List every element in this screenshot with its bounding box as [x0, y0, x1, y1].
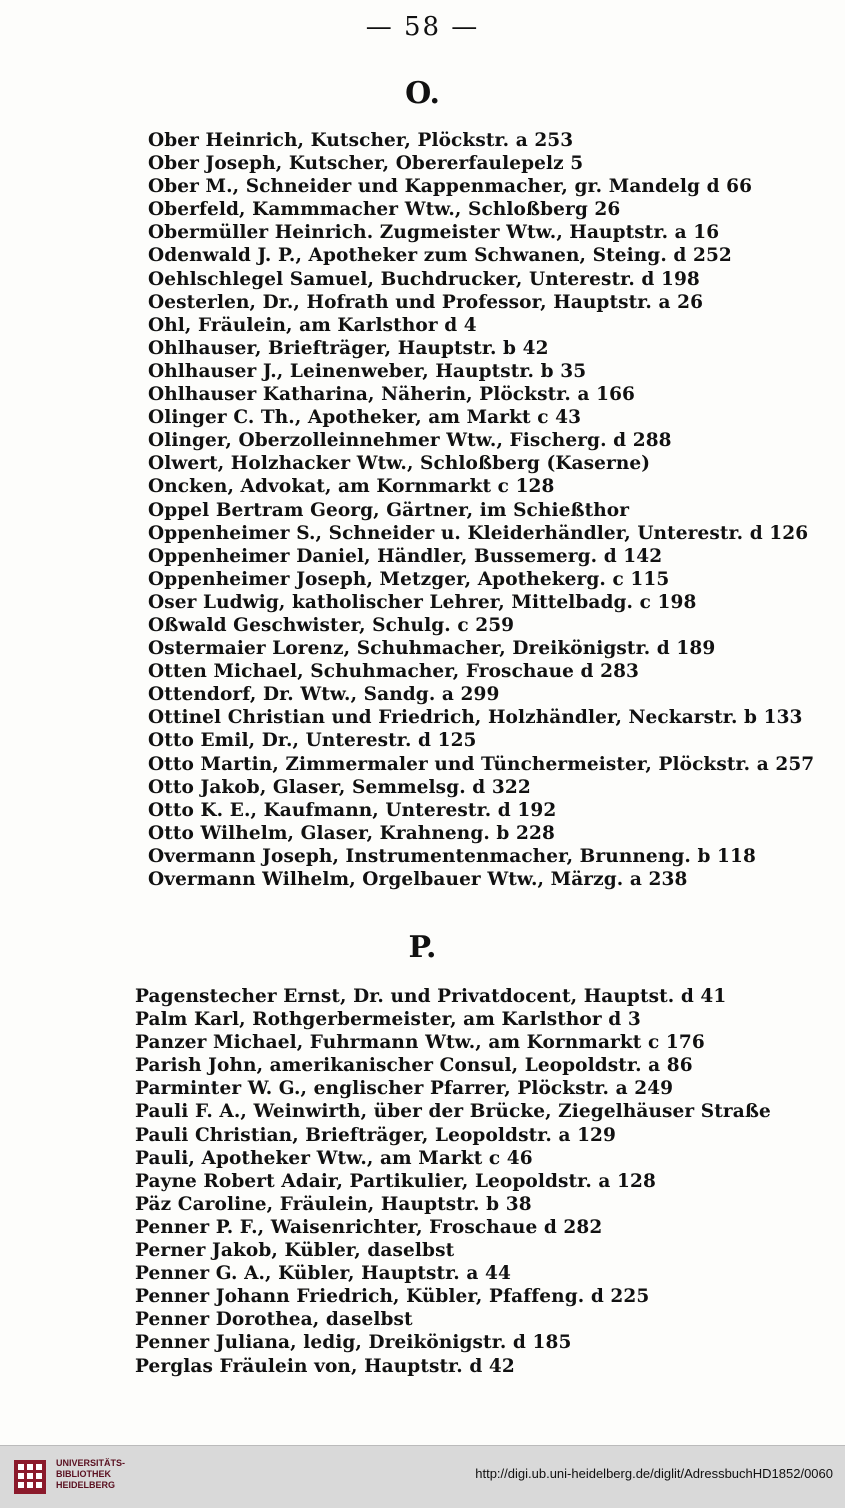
directory-entry: Ohlhauser J., Leinenweber, Hauptstr. b 35	[148, 360, 587, 382]
directory-entry: Olinger C. Th., Apotheker, am Markt c 43	[148, 407, 582, 429]
directory-entry: Payne Robert Adair, Partikulier, Leopoldstr. a 128	[135, 1170, 656, 1192]
directory-entry: Oehlschlegel Samuel, Buchdrucker, Unterestr. d 198	[148, 268, 700, 290]
directory-entry: Ober Heinrich, Kutscher, Plöckstr. a 253	[148, 130, 574, 151]
directory-entry: Ohl, Fräulein, am Karlsthor d 4	[148, 314, 477, 336]
directory-entry: Palm Karl, Rothgerbermeister, am Karlsthor d 3	[135, 1009, 641, 1031]
directory-entry: Ostermaier Lorenz, Schuhmacher, Dreikönigstr. d 189	[148, 638, 716, 660]
directory-entry: Oesterlen, Dr., Hofrath und Professor, Hauptstr. a 26	[148, 291, 704, 313]
library-name-line-2: BIBLIOTHEK	[56, 1469, 111, 1479]
directory-entry: Overmann Wilhelm, Orgelbauer Wtw., Märzg. a 238	[148, 869, 688, 890]
directory-entry: Oncken, Advokat, am Kornmarkt c 128	[148, 476, 555, 498]
directory-entry: Perner Jakob, Kübler, daselbst	[135, 1240, 455, 1262]
directory-entry: Oberfeld, Kammmacher Wtw., Schloßberg 26	[148, 199, 621, 221]
library-name-line-1: UNIVERSITÄTS-	[56, 1458, 126, 1468]
entries-list-o	[148, 129, 838, 891]
directory-entry: Parminter W. G., englischer Pfarrer, Plöckstr. a 249	[135, 1078, 674, 1100]
directory-entry: Otten Michael, Schuhmacher, Froschaue d 283	[148, 661, 640, 683]
directory-entry: Panzer Michael, Fuhrmann Wtw., am Kornmarkt c 176	[135, 1032, 705, 1054]
directory-entry: Pauli F. A., Weinwirth, über der Brücke, Ziegelhäuser Straße	[135, 1101, 771, 1123]
directory-entry: Ober Joseph, Kutscher, Obererfaulepelz 5	[148, 153, 584, 175]
directory-entry: Otto Jakob, Glaser, Semmelsg. d 322	[148, 776, 531, 798]
directory-entry: Otto Wilhelm, Glaser, Krahneng. b 228	[148, 822, 555, 844]
directory-entry: Obermüller Heinrich. Zugmeister Wtw., Hauptstr. a 16	[148, 222, 720, 244]
directory-entry: Odenwald J. P., Apotheker zum Schwanen, Steing. d 252	[148, 245, 732, 267]
section-letter-p: P.	[408, 930, 437, 965]
directory-entry: Otto Emil, Dr., Unterestr. d 125	[148, 730, 477, 752]
directory-entry: Oppenheimer S., Schneider u. Kleiderhändler, Unterestr. d 126	[148, 522, 809, 544]
directory-entry: Oppenheimer Daniel, Händler, Bussemerg. d 142	[148, 545, 663, 567]
directory-entry: Ohlhauser Katharina, Näherin, Plöckstr. a 166	[148, 384, 636, 406]
section-letter-o: O.	[405, 76, 440, 111]
entries-list-p	[135, 985, 825, 1378]
university-library-logo-icon	[12, 1458, 48, 1496]
directory-entry: Päz Caroline, Fräulein, Hauptstr. b 38	[135, 1193, 532, 1215]
directory-entry: Parish John, amerikanischer Consul, Leopoldstr. a 86	[135, 1055, 693, 1077]
directory-entry: Penner Johann Friedrich, Kübler, Pfaffeng. d 225	[135, 1286, 650, 1308]
directory-entry: Ottendorf, Dr. Wtw., Sandg. a 299	[148, 684, 500, 706]
directory-entry: Penner P. F., Waisenrichter, Froschaue d 282	[135, 1216, 603, 1238]
page-number: — 58 —	[365, 12, 480, 42]
library-name-line-3: HEIDELBERG	[56, 1480, 116, 1490]
directory-entry: Otto K. E., Kaufmann, Unterestr. d 192	[148, 799, 557, 821]
directory-entry: Pauli, Apotheker Wtw., am Markt c 46	[135, 1147, 533, 1169]
directory-entry: Oßwald Geschwister, Schulg. c 259	[148, 614, 515, 636]
directory-entry: Ober M., Schneider und Kappenmacher, gr. Mandelg d 66	[148, 176, 753, 198]
directory-entry: Ohlhauser, Briefträger, Hauptstr. b 42	[148, 337, 549, 359]
directory-entry: Pagenstecher Ernst, Dr. und Privatdocent, Hauptst. d 41	[135, 986, 727, 1007]
directory-entry: Oppenheimer Joseph, Metzger, Apothekerg. c 115	[148, 568, 670, 590]
library-name	[56, 1458, 125, 1491]
directory-entry: Penner Dorothea, daselbst	[135, 1309, 413, 1331]
directory-entry: Olwert, Holzhacker Wtw., Schloßberg (Kaserne)	[148, 453, 651, 475]
directory-entry: Oppel Bertram Georg, Gärtner, im Schießthor	[148, 499, 630, 521]
permalink-url[interactable]: http://digi.ub.uni-heidelberg.de/diglit/AdressbuchHD1852/0060	[475, 1466, 833, 1481]
directory-entry: Penner G. A., Kübler, Hauptstr. a 44	[135, 1263, 511, 1285]
directory-entry: Oser Ludwig, katholischer Lehrer, Mittelbadg. c 198	[148, 591, 697, 613]
directory-entry: Otto Martin, Zimmermaler und Tünchermeister, Plöckstr. a 257	[148, 753, 815, 775]
directory-entry: Penner Juliana, ledig, Dreikönigstr. d 185	[135, 1332, 572, 1354]
directory-entry: Pauli Christian, Briefträger, Leopoldstr. a 129	[135, 1124, 617, 1146]
directory-entry: Overmann Joseph, Instrumentenmacher, Brunneng. b 118	[148, 845, 756, 867]
directory-entry: Perglas Fräulein von, Hauptstr. d 42	[135, 1355, 515, 1377]
viewer-footer	[0, 1445, 845, 1508]
directory-entry: Olinger, Oberzolleinnehmer Wtw., Fischerg. d 288	[148, 430, 672, 452]
directory-entry: Ottinel Christian und Friedrich, Holzhändler, Neckarstr. b 133	[148, 707, 803, 729]
